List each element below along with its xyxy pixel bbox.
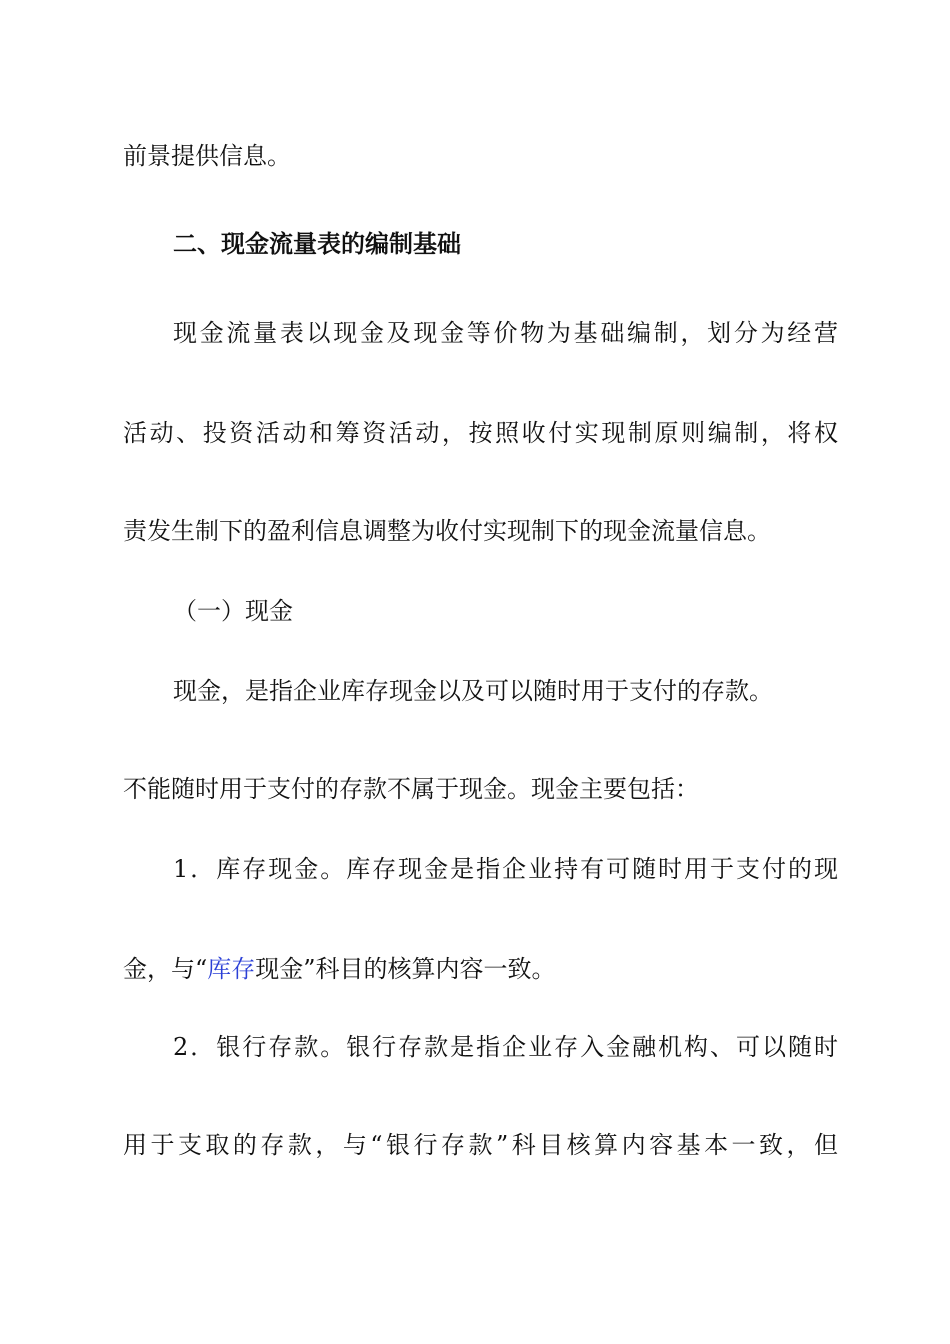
list-item-line: 1．库存现金。库存现金是指企业持有可随时用于支付的现 [173, 855, 838, 883]
paragraph-line: 现金流量表以现金及现金等价物为基础编制，划分为经营 [173, 319, 838, 347]
hyperlink[interactable]: 库存 [207, 955, 256, 983]
paragraph-line: 现金，是指企业库存现金以及可以随时用于支付的存款。 [173, 677, 773, 705]
list-item-line [123, 954, 838, 984]
subsection-heading: （一）现金 [173, 597, 293, 625]
paragraph-line: 活动、投资活动和筹资活动，按照收付实现制原则编制，将权 [123, 419, 838, 447]
text-segment: 现金”科目的核算内容一致。 [255, 955, 556, 983]
list-item-line: 用于支取的存款，与“银行存款”科目核算内容基本一致，但 [123, 1131, 838, 1159]
text-segment: 金，与“ [123, 955, 208, 983]
section-heading: 二、现金流量表的编制基础 [173, 230, 461, 258]
list-item-line: 2．银行存款。银行存款是指企业存入金融机构、可以随时 [173, 1033, 838, 1061]
paragraph-line: 不能随时用于支付的存款不属于现金。现金主要包括： [123, 775, 699, 803]
paragraph-line: 责发生制下的盈利信息调整为收付实现制下的现金流量信息。 [123, 517, 771, 545]
paragraph-line: 前景提供信息。 [123, 142, 291, 170]
